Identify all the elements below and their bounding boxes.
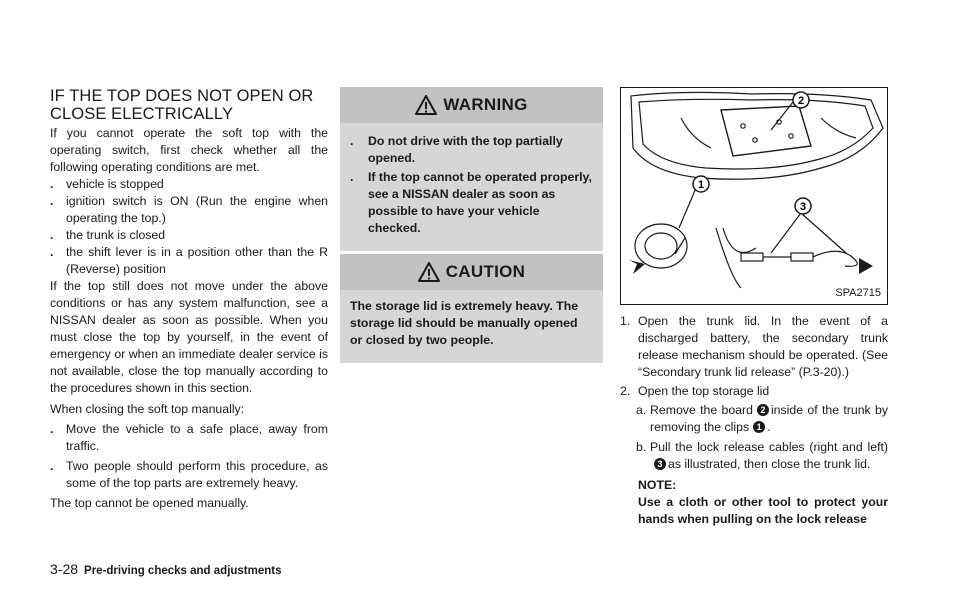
- substep-text: inside of the trunk by removing the clips: [650, 403, 888, 434]
- substep-letter: a.: [636, 403, 647, 417]
- note-text: Use a cloth or other tool to protect your hands when pulling on the lock release: [638, 495, 888, 526]
- warning-triangle-icon: [415, 95, 437, 115]
- warning-box: [340, 87, 603, 251]
- step-text: Open the top storage lid: [638, 384, 770, 398]
- substep-text: Pull the lock release cables (right and left): [650, 440, 888, 454]
- caution-triangle-icon: [418, 262, 440, 282]
- page-footer: [50, 561, 282, 577]
- warning-item: [350, 169, 593, 237]
- caution-body: [340, 290, 603, 363]
- closing-intro: When closing the soft top manually:: [50, 402, 245, 416]
- closing-item: [50, 421, 328, 455]
- section-title-line1: IF THE TOP DOES NOT OPEN OR: [50, 87, 314, 105]
- section-title: [50, 87, 328, 123]
- bullet-dot: .: [50, 177, 54, 191]
- svg-text:2: 2: [797, 95, 805, 107]
- warning-text: If the top cannot be operated properly, see a NISSAN dealer as soon as possible to have your vehicle checked.: [368, 170, 592, 235]
- condition-text: the trunk is closed: [66, 228, 166, 242]
- condition-text: the shift lever is in a position other than the R (Reverse) position: [66, 245, 328, 276]
- step-2: [620, 383, 888, 400]
- step-number: 2.: [620, 384, 631, 398]
- bullet-dot: .: [350, 170, 354, 184]
- trunk-illustration: [620, 87, 888, 305]
- closing-text: Two people should perform this procedure, as some of the top parts are extremely heavy.: [66, 459, 328, 490]
- caution-box: [340, 254, 603, 363]
- step-text: Open the trunk lid. In the event of a discharged battery, the secondary trunk release mechanism should be operated. (See “Secondary trunk lid release” (P.3-20).): [638, 314, 888, 379]
- substep-b: [620, 439, 888, 473]
- step-number: 1.: [620, 314, 631, 328]
- substep-a: [620, 402, 888, 436]
- chapter-title: Pre-driving checks and adjustments: [84, 565, 282, 577]
- warning-header: [340, 87, 603, 123]
- callout-1-icon: [693, 176, 709, 192]
- substep-text: .: [767, 420, 771, 434]
- page-number: 3-28: [50, 561, 79, 577]
- substep-letter: b.: [636, 440, 647, 454]
- warning-title: WARNING: [443, 95, 528, 114]
- callout-2-icon: [793, 92, 809, 108]
- procedure-steps: [620, 313, 888, 528]
- caution-header: [340, 254, 603, 290]
- substep-text: Remove the board: [650, 403, 753, 417]
- svg-text:3: 3: [799, 201, 807, 213]
- callout-3-icon: [795, 198, 811, 214]
- callout-2-icon: 2: [757, 404, 769, 416]
- caution-title: CAUTION: [445, 262, 526, 281]
- condition-item: [50, 193, 328, 227]
- bullet-dot: .: [50, 422, 54, 436]
- closing-text: Move the vehicle to a safe place, away from traffic.: [66, 422, 328, 453]
- dealer-paragraph: If the top still does not move under the above conditions or has any system malfunction, see a NISSAN dealer as soon as possible. When you must close the top by yourself, in the event of emergency or when an immediate dealer service is not available, close the top manually according to the procedures shown in this section.: [50, 279, 328, 395]
- step-1: [620, 313, 888, 381]
- condition-item: [50, 176, 328, 193]
- final-note: The top cannot be opened manually.: [50, 496, 249, 510]
- bullet-dot: .: [350, 134, 354, 148]
- condition-item: [50, 244, 328, 278]
- section-body: [50, 125, 328, 512]
- intro-paragraph: If you cannot operate the soft top with the operating switch, first check whether all the following operating conditions are met.: [50, 126, 328, 174]
- warning-item: [350, 133, 593, 167]
- warning-body: [340, 123, 603, 251]
- caution-text: The storage lid is extremely heavy. The storage lid should be manually opened or closed by two people.: [350, 299, 579, 347]
- note-label: NOTE:: [638, 478, 677, 492]
- callout-3-icon: 3: [654, 458, 666, 470]
- closing-item: [50, 458, 328, 492]
- condition-text: ignition switch is ON (Run the engine when operating the top.): [66, 194, 328, 225]
- substep-text: as illustrated, then close the trunk lid.: [668, 457, 871, 471]
- condition-item: [50, 227, 328, 244]
- note: [620, 477, 888, 528]
- bullet-dot: .: [50, 194, 54, 208]
- trunk-diagram: [621, 88, 887, 304]
- warning-text: Do not drive with the top partially opened.: [368, 134, 563, 165]
- bullet-dot: .: [50, 245, 54, 259]
- section-title-line2: CLOSE ELECTRICALLY: [50, 105, 234, 123]
- bullet-dot: .: [50, 459, 54, 473]
- svg-text:1: 1: [697, 179, 705, 191]
- callout-1-icon: 1: [753, 421, 765, 433]
- figure-label: SPA2715: [835, 287, 881, 299]
- bullet-dot: .: [50, 228, 54, 242]
- condition-text: vehicle is stopped: [66, 177, 164, 191]
